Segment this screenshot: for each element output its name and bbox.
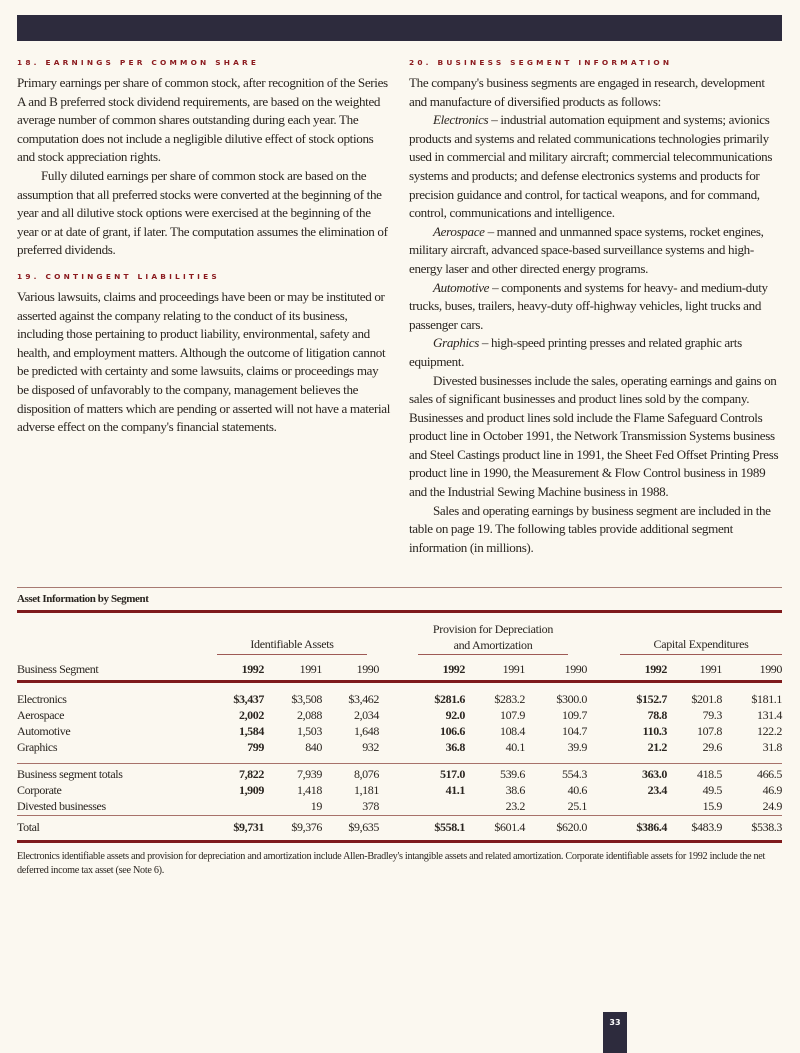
year-header: 1990 xyxy=(356,662,379,676)
section-title: CONTINGENT LIABILITIES xyxy=(45,271,220,281)
table-cell: 40.1 xyxy=(505,740,525,754)
group-identifiable-assets: Identifiable Assets xyxy=(250,637,334,651)
segment-automotive xyxy=(409,279,783,335)
segment-text: – industrial automation equipment and systems; avionics products and systems and related communications technologies primarily used in commercial and military aircraft; commercial telecommunications systems and products; and defense electronics systems and products for precision guidance and control, for tactical weapons, and for command, control, communications and intelligence. xyxy=(409,112,773,221)
row-label: Aerospace xyxy=(17,708,65,722)
segment-text: – manned and unmanned space systems, rocket engines, military aircraft, advanced space-based surveillance systems and high-energy laser and other directed energy programs. xyxy=(409,223,764,276)
segment-aerospace xyxy=(409,223,783,279)
table-cell: $9,731 xyxy=(233,820,264,834)
table-cell: 104.7 xyxy=(561,724,587,738)
s20-closing: Sales and operating earnings by business segment are included in the table on page 19. The following tables provide additional segment information (in millions). xyxy=(409,502,771,555)
table-header-row xyxy=(17,662,782,678)
table-cell: $3,437 xyxy=(233,692,264,706)
table-cell: 1,418 xyxy=(296,783,322,797)
table-cell: $9,376 xyxy=(291,820,322,834)
table-cell: 418.5 xyxy=(696,767,722,781)
row-label: Automotive xyxy=(17,724,71,738)
table-cell: $558.1 xyxy=(434,820,465,834)
table-cell: 78.8 xyxy=(647,708,667,722)
table-cell: 1,181 xyxy=(353,783,379,797)
s20-intro: The company's business segments are engaged in research, development and manufacture of diversified products as follows: xyxy=(409,75,765,109)
table-cell: $483.9 xyxy=(691,820,722,834)
table-cell: $201.8 xyxy=(691,692,722,706)
table-top-rule xyxy=(17,587,782,588)
table-row xyxy=(17,783,782,799)
s18-paragraph-1: Primary earnings per share of common stock, after recognition of the Series A and B preferred stock dividend requirements, are based on the weighted average number of common shares outstanding during each year. The computation does not include a negligible dilutive effect of stock options and stock appreciation rights. xyxy=(17,75,388,165)
group-underline xyxy=(620,654,782,655)
table-cell: $3,462 xyxy=(348,692,379,706)
table-cell: 7,939 xyxy=(296,767,322,781)
year-header: 1990 xyxy=(759,662,782,676)
table-cell: 40.6 xyxy=(567,783,587,797)
table-cell: 1,584 xyxy=(238,724,264,738)
table-cell: 24.9 xyxy=(762,799,782,813)
year-header: 1992 xyxy=(644,662,667,676)
table-cell: 7,822 xyxy=(238,767,264,781)
table-row xyxy=(17,708,782,724)
table-cell: 110.3 xyxy=(642,724,667,738)
table-cell: $152.7 xyxy=(636,692,667,706)
year-header: 1991 xyxy=(699,662,722,676)
table-cell: $283.2 xyxy=(494,692,525,706)
table-cell: 466.5 xyxy=(756,767,782,781)
group-underline xyxy=(217,654,367,655)
table-cell: 15.9 xyxy=(702,799,722,813)
header-bar xyxy=(17,15,782,41)
subtotal-rule xyxy=(17,763,782,764)
segment-name: Aerospace xyxy=(433,223,485,239)
table-cell: $9,635 xyxy=(348,820,379,834)
segment-text: – high-speed printing presses and related graphic arts equipment. xyxy=(409,335,742,369)
table-cell: 38.6 xyxy=(505,783,525,797)
section-number: 18. xyxy=(17,58,40,67)
table-cell: 1,503 xyxy=(296,724,322,738)
table-cell: 122.2 xyxy=(756,724,782,738)
table-row xyxy=(17,724,782,740)
table-cell: 36.8 xyxy=(445,740,465,754)
table-cell: 107.8 xyxy=(696,724,722,738)
table-cell: 41.1 xyxy=(445,783,465,797)
section-number: 20. xyxy=(409,58,432,67)
table-cell: 554.3 xyxy=(561,767,587,781)
table-cell: $300.0 xyxy=(556,692,587,706)
group-underline xyxy=(418,654,568,655)
row-label: Graphics xyxy=(17,740,58,754)
table-cell: 539.6 xyxy=(499,767,525,781)
table-cell: 799 xyxy=(247,740,264,754)
table-cell: $181.1 xyxy=(751,692,782,706)
row-label: Divested businesses xyxy=(17,799,106,813)
row-label: Corporate xyxy=(17,783,62,797)
page-number: 33 xyxy=(603,1012,627,1053)
table-cell: $620.0 xyxy=(556,820,587,834)
table-cell: 92.0 xyxy=(445,708,465,722)
table-footnote: Electronics identifiable assets and provision for depreciation and amortization include Allen-Bradley's intangible assets and related amortization. Corporate identifiable assets for 1992 include the net deferred income tax asset (see Note 6). xyxy=(17,851,766,876)
table-cell: 109.7 xyxy=(561,708,587,722)
row-header: Business Segment xyxy=(17,662,99,676)
group-depreciation-line1: Provision for Depreciation xyxy=(432,622,554,636)
table-cell: $601.4 xyxy=(494,820,525,834)
table-cell: 39.9 xyxy=(567,740,587,754)
table-cell: 1,648 xyxy=(353,724,379,738)
s20-divested: Divested businesses include the sales, operating earnings and gains on sales of significant businesses and product lines sold by the company. Businesses and product lines sold include the Flame Safeguard Controls product line in October 1991, the Network Transmission Systems business and Steel Castings product line in 1991, the Sheet Fed Offset Printing Press product line in 1990, the Measurement & Flow Control business in 1989 and the Industrial Sewing Machine business in 1988. xyxy=(409,372,779,500)
table-cell: 49.5 xyxy=(702,783,722,797)
table-cell: 23.2 xyxy=(505,799,525,813)
segment-name: Automotive xyxy=(433,279,490,295)
table-cell: 8,076 xyxy=(353,767,379,781)
year-header: 1991 xyxy=(299,662,322,676)
table-cell: 106.6 xyxy=(439,724,465,738)
table-cell: 31.8 xyxy=(762,740,782,754)
total-rule xyxy=(17,815,782,816)
group-depreciation xyxy=(418,621,568,653)
group-depreciation-line2: and Amortization xyxy=(453,638,533,652)
table-cell: 79.3 xyxy=(702,708,722,722)
row-label: Business segment totals xyxy=(17,767,123,781)
segment-graphics xyxy=(409,334,783,371)
table-cell: 378 xyxy=(362,799,379,813)
table-cell: 517.0 xyxy=(439,767,465,781)
table-cell: 363.0 xyxy=(641,767,667,781)
table-cell: 21.2 xyxy=(647,740,667,754)
s19-paragraph-1: Various lawsuits, claims and proceedings have been or may be instituted or asserted against the company relating to the conduct of its business, including those pertaining to product liability, environmental, safety and health, and employment matters. Although the outcome of litigation cannot be predicted with certainty and some lawsuits, claims or proceedings may be disposed of unfavorably to the company, management believes the disposition of matters which are pending or asserted will not have a material adverse effect on the company's financial statements. xyxy=(17,288,391,435)
s18-paragraph-2: Fully diluted earnings per share of common stock are based on the assumption that all preferred stocks were converted at the beginning of the year and all dilutive stock options were exercised at the beginning of the year or at date of grant, if later. The computation assumes the elimination of preferred dividends. xyxy=(17,167,388,258)
table-cell: 131.4 xyxy=(756,708,782,722)
row-label: Electronics xyxy=(17,692,67,706)
table-cell: $386.4 xyxy=(636,820,667,834)
table-cell: 19 xyxy=(310,799,322,813)
header-rule xyxy=(17,680,782,683)
table-cell: $281.6 xyxy=(434,692,465,706)
table-cell: 29.6 xyxy=(702,740,722,754)
table-row xyxy=(17,740,782,756)
table-title-rule xyxy=(17,610,782,613)
table-cell: 2,002 xyxy=(238,708,264,722)
table-cell: 46.9 xyxy=(762,783,782,797)
table-row xyxy=(17,767,782,783)
table-cell: 840 xyxy=(305,740,322,754)
table-cell: $538.3 xyxy=(751,820,782,834)
segment-name: Electronics xyxy=(433,112,489,128)
section-19-heading xyxy=(17,272,391,281)
section-title: EARNINGS PER COMMON SHARE xyxy=(45,58,260,67)
year-header: 1992 xyxy=(241,662,264,676)
segment-electronics xyxy=(409,111,783,223)
table-cell: 25.1 xyxy=(567,799,587,813)
table-row xyxy=(17,799,782,815)
segment-name: Graphics xyxy=(433,335,479,351)
year-header: 1990 xyxy=(564,662,587,676)
table-cell: 1,909 xyxy=(238,783,264,797)
left-column xyxy=(17,58,391,437)
section-number: 19. xyxy=(17,271,40,281)
table-row xyxy=(17,692,782,708)
year-header: 1992 xyxy=(442,662,465,676)
year-header: 1991 xyxy=(502,662,525,676)
row-label: Total xyxy=(17,820,40,834)
table-cell: 932 xyxy=(362,740,379,754)
table-bottom-rule xyxy=(17,840,782,843)
table-cell: $3,508 xyxy=(291,692,322,706)
section-18-heading xyxy=(17,58,391,67)
table-cell: 108.4 xyxy=(499,724,525,738)
right-column xyxy=(409,58,783,557)
section-title: BUSINESS SEGMENT INFORMATION xyxy=(437,58,673,67)
table-cell: 23.4 xyxy=(647,783,667,797)
section-20-heading xyxy=(409,58,783,67)
segment-text: – components and systems for heavy- and medium-duty trucks, buses, trailers, heavy-duty off-highway vehicles, light trucks and passenger cars. xyxy=(409,279,768,332)
group-capital-expenditures: Capital Expenditures xyxy=(653,637,749,651)
table-cell: 2,088 xyxy=(296,708,322,722)
table-cell: 2,034 xyxy=(353,708,379,722)
table-cell: 107.9 xyxy=(499,708,525,722)
table-title: Asset Information by Segment xyxy=(17,593,149,605)
table-row xyxy=(17,820,782,836)
